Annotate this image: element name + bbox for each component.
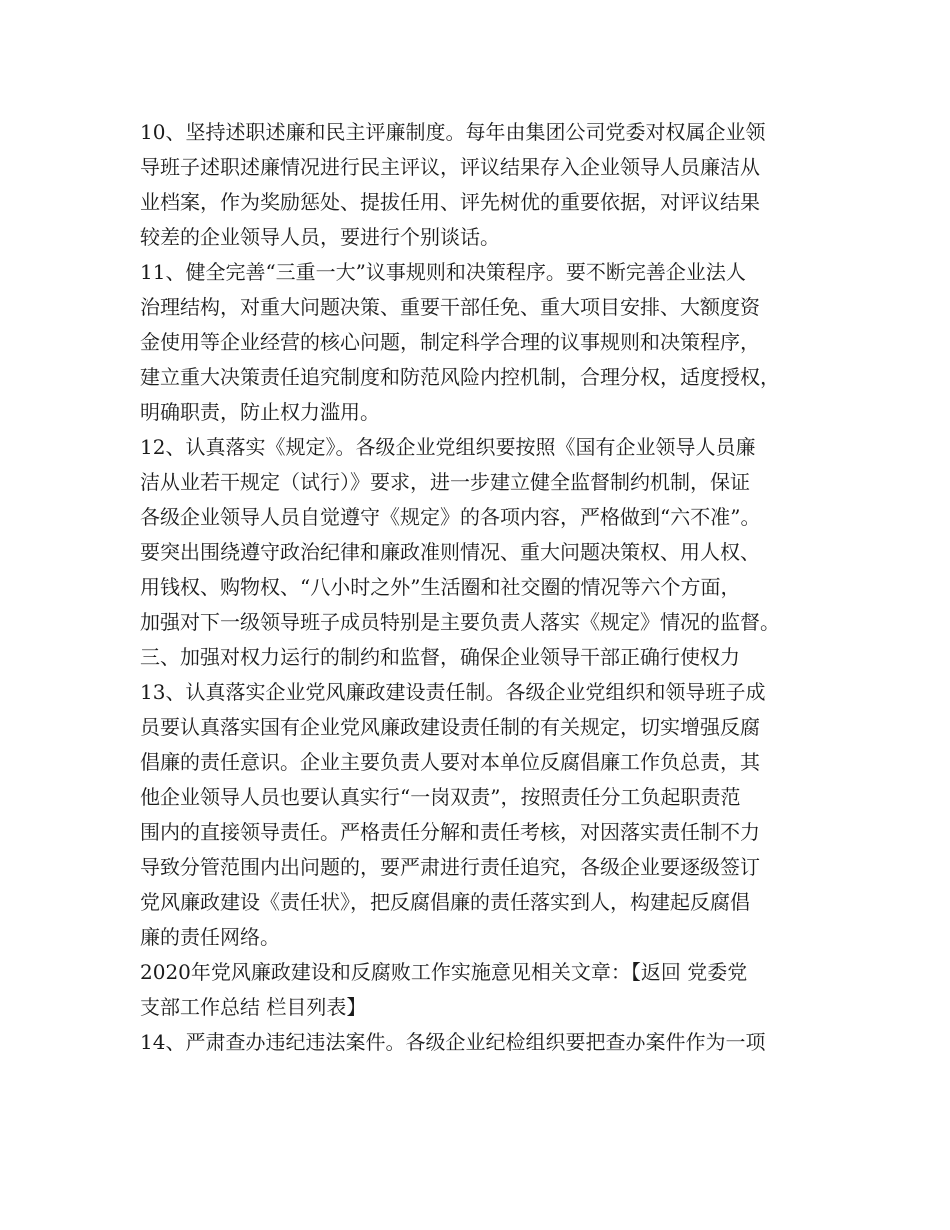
text-line: 加强对下一级领导班子成员特别是主要负责人落实《规定》情况的监督。 [140, 610, 780, 634]
document-body [140, 115, 830, 1060]
text-line: 治理结构，对重大问题决策、重要干部任免、重大项目安排、大额度资 [140, 295, 760, 319]
text-line: 围内的直接领导责任。严格责任分解和责任考核，对因落实责任制不力 [140, 820, 760, 844]
text-line: 13、认真落实企业党风廉政建设责任制。各级企业党组织和领导班子成 [140, 680, 766, 704]
text-line: 各级企业领导人员自觉遵守《规定》的各项内容，严格做到“六不准”。 [140, 505, 761, 529]
related-articles-line: 2020年党风廉政建设和反腐败工作实施意见相关文章：【返回 党委党 [140, 960, 748, 984]
text-line: 10、坚持述职述廉和民主评廉制度。每年由集团公司党委对权属企业领 [140, 120, 766, 144]
text-line: 用钱权、购物权、“八小时之外”生活圈和社交圈的情况等六个方面， [140, 575, 741, 599]
text-line: 导致分管范围内出问题的，要严肃进行责任追究，各级企业要逐级签订 [140, 855, 760, 879]
text-line: 廉的责任网络。 [140, 925, 280, 949]
text-line: 倡廉的责任意识。企业主要负责人要对本单位反腐倡廉工作负总责，其 [140, 750, 760, 774]
section-heading: 三、加强对权力运行的制约和监督，确保企业领导干部正确行使权力 [140, 645, 740, 669]
related-articles-line: 支部工作总结 栏目列表】 [140, 995, 367, 1019]
text-line: 11、健全完善“三重一大”议事规则和决策程序。要不断完善企业法人 [140, 260, 746, 284]
text-line: 员要认真落实国有企业党风廉政建设责任制的有关规定，切实增强反腐 [140, 715, 760, 739]
text-line: 党风廉政建设《责任状》，把反腐倡廉的责任落实到人，构建起反腐倡 [140, 890, 750, 914]
text-line: 14、严肃查办违纪违法案件。各级企业纪检组织要把查办案件作为一项 [140, 1030, 766, 1054]
text-line: 导班子述职述廉情况进行民主评议，评议结果存入企业领导人员廉洁从 [140, 155, 760, 179]
text-line: 要突出围绕遵守政治纪律和廉政准则情况、重大问题决策权、用人权、 [140, 540, 760, 564]
text-line: 金使用等企业经营的核心问题，制定科学合理的议事规则和决策程序， [140, 330, 760, 354]
text-line: 明确职责，防止权力滥用。 [140, 400, 380, 424]
text-line: 较差的企业领导人员，要进行个别谈话。 [140, 225, 500, 249]
text-line: 业档案，作为奖励惩处、提拔任用、评先树优的重要依据，对评议结果 [140, 190, 760, 214]
text-line: 他企业领导人员也要认真实行“一岗双责”，按照责任分工负起职责范 [140, 785, 741, 809]
text-line: 12、认真落实《规定》。各级企业党组织要按照《国有企业领导人员廉 [140, 435, 756, 459]
text-line: 洁从业若干规定（试行）》要求，进一步建立健全监督制约机制，保证 [140, 470, 750, 494]
text-line: 建立重大决策责任追究制度和防范风险内控机制，合理分权，适度授权， [140, 365, 780, 389]
